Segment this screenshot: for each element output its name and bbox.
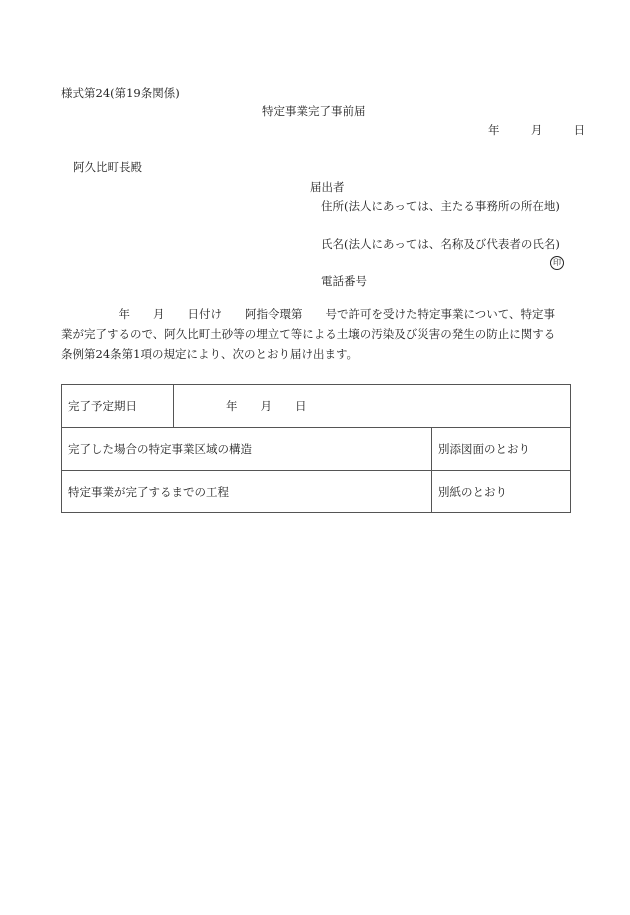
seal-icon: 印 <box>550 256 564 270</box>
row-label: 完了予定期日 <box>62 385 174 428</box>
document-title: 特定事業完了事前届 <box>262 104 366 118</box>
body-line-2: 業が完了するので、阿久比町土砂等の埋立て等による土壌の汚染及び災害の発生の防止に関する <box>61 327 556 341</box>
body-line-1: 年 月 日付け 阿指令環第 号で許可を受けた特定事業について、特定事 <box>61 307 556 321</box>
date-day: 日 <box>573 123 586 137</box>
form-number: 様式第24(第19条関係) <box>61 86 180 100</box>
name-label: 氏名(法人にあっては、名称及び代表者の氏名) <box>321 237 560 251</box>
table-row <box>62 427 570 470</box>
date-month: 月 <box>530 123 543 137</box>
applicant-label: 届出者 <box>310 180 345 194</box>
row-value: 別紙のとおり <box>438 485 507 499</box>
row-value: 年 月 日 <box>226 399 307 413</box>
address-label: 住所(法人にあっては、主たる事務所の所在地) <box>321 199 560 213</box>
row-value: 別添図面のとおり <box>438 442 530 456</box>
date-year: 年 <box>488 123 500 137</box>
row-label: 完了した場合の特定事業区域の構造 <box>62 428 432 470</box>
addressee: 阿久比町長殿 <box>73 160 142 174</box>
submission-date <box>488 123 585 137</box>
body-line-3: 条例第24条第1項の規定により、次のとおり届け出ます。 <box>61 347 359 361</box>
row-label: 特定事業が完了するまでの工程 <box>62 471 432 513</box>
body-paragraph <box>61 304 576 364</box>
phone-label: 電話番号 <box>321 274 367 288</box>
table-row <box>62 385 570 428</box>
table-row <box>62 470 570 513</box>
details-table <box>61 384 571 513</box>
